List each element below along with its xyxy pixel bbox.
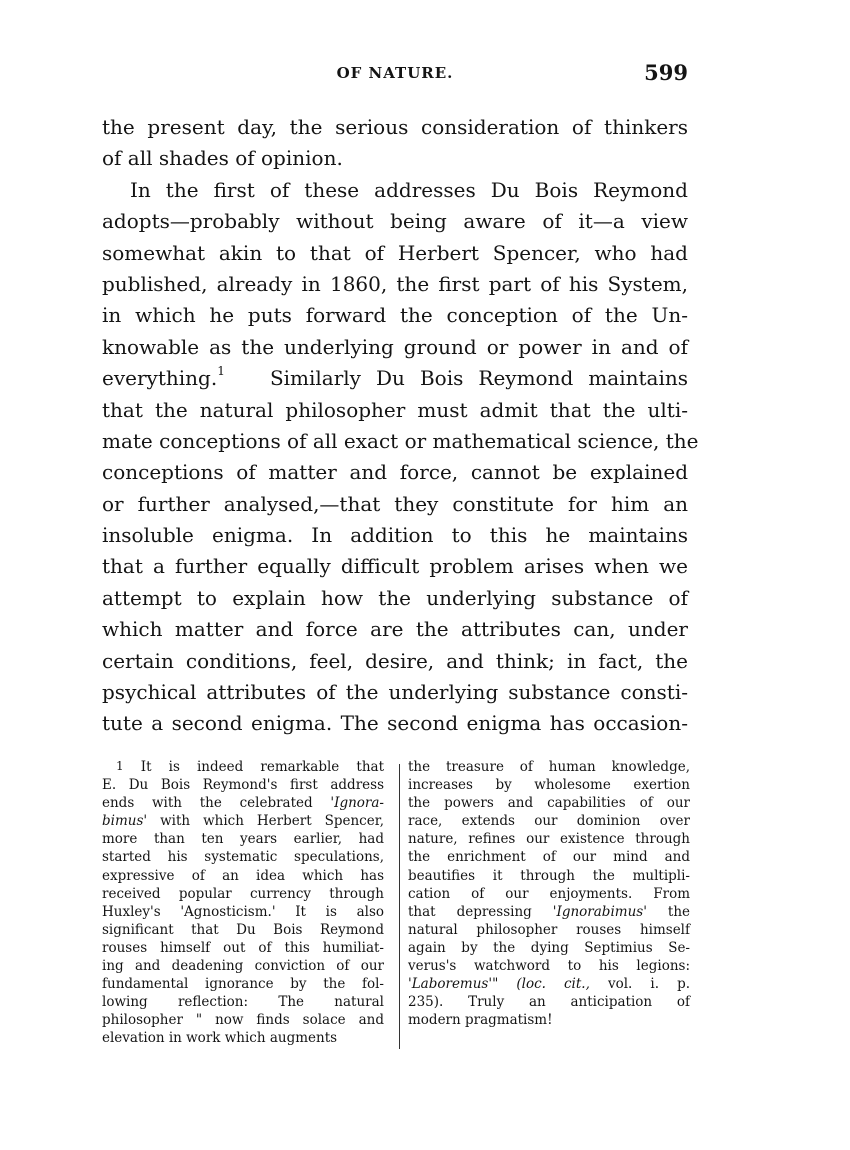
footnote-text: the — [667, 903, 690, 920]
footnote-line: cation of our enjoyments. From — [408, 885, 690, 902]
footnote-line: again by the dying Septimius Se- — [408, 939, 690, 956]
footnote-right-column — [408, 758, 690, 1029]
text-line: tute a second enigma. The second enigma has occasion- — [102, 711, 688, 736]
text-line: that a further equally difficult problem arises when we — [102, 554, 688, 579]
footnote-line: elevation in work which augments — [102, 1030, 338, 1047]
footnote-line: the treasure of human knowledge, — [408, 759, 690, 775]
footnote-line: Huxley's 'Agnosticism.' It is also — [102, 903, 384, 920]
footnote-text: with which Herbert Spencer, — [160, 813, 384, 830]
text-line: knowable as the underlying ground or power in and of — [102, 334, 688, 359]
footnote-line — [408, 975, 690, 993]
footnote-line: the enrichment of our mind and — [408, 849, 690, 866]
footnote-line: 235). Truly an anticipation of — [408, 994, 690, 1011]
footnote-reference: 1 — [217, 364, 225, 379]
text-line: or further analysed,—that they constitute for him an — [102, 491, 688, 516]
line-rest: Similarly Du Bois Reymond maintains — [269, 366, 688, 391]
footnote-line — [102, 794, 384, 812]
footnote-line: started his systematic speculations, — [102, 849, 384, 866]
footnote-line: race, extends our dominion over — [408, 813, 690, 830]
text-line — [102, 363, 688, 394]
column-divider — [399, 764, 400, 1049]
page-number: 599 — [644, 60, 688, 85]
footnote-left-column — [102, 758, 384, 1048]
footnote-text: It is indeed remarkable that — [140, 759, 385, 775]
footnote-text: ends with the celebrated — [102, 795, 313, 812]
page-header — [102, 60, 688, 88]
footnote-line: E. Du Bois Reymond's first address — [102, 777, 384, 794]
footnote-line: the powers and capabilities of our — [408, 795, 690, 812]
text-line: certain conditions, feel, desire, and think; in fact, the — [102, 648, 688, 673]
footnote-line: modern pragmatism! — [408, 1012, 553, 1029]
footnote-line: verus's watchword to his legions: — [408, 958, 690, 975]
text-line: which matter and force are the attributes can, under — [102, 617, 688, 642]
footnote-line: received popular currency through — [102, 885, 384, 902]
text-line: the present day, the serious consideration of thinkers — [102, 115, 688, 139]
footnote-marker: 1 — [116, 759, 124, 773]
text-line: conceptions of matter and force, cannot be explained — [102, 460, 688, 485]
text-line: somewhat akin to that of Herbert Spencer, who had — [102, 240, 688, 265]
footnote-line: increases by wholesome exertion — [408, 777, 690, 794]
footnote-line: fundamental ignorance by the fol- — [102, 976, 384, 993]
footnote-line: significant that Du Bois Reymond — [102, 921, 384, 938]
footnote-line: natural philosopher rouses himself — [408, 921, 690, 938]
footnote-text: vol. i. p. — [607, 976, 691, 993]
footnote-line: beautifies it through the multipli- — [408, 867, 690, 884]
text-line: published, already in 1860, the first part of his System, — [102, 271, 688, 296]
footnote-italic: bimus' — [102, 813, 148, 830]
footnote-line: philosopher " now finds solace and — [102, 1012, 384, 1029]
footnote-line: rouses himself out of this humiliat- — [102, 939, 384, 956]
footnote-line — [102, 812, 384, 830]
running-title: OF NATURE. — [336, 64, 454, 82]
text-line: in which he puts forward the conception of the Un- — [102, 303, 688, 328]
text-line: mate conceptions of all exact or mathematical science, the — [102, 428, 699, 453]
footnote-line: more than ten years earlier, had — [102, 831, 384, 848]
footnote-italic: 'Ignorabimus' — [552, 903, 647, 920]
text-line: insoluble enigma. In addition to this he maintains — [102, 523, 688, 548]
footnote-line — [408, 903, 690, 921]
text-line: attempt to explain how the underlying substance of — [102, 585, 688, 610]
text-line: of all shades of opinion. — [102, 146, 343, 171]
footnote-italic: (loc. cit., — [516, 976, 590, 993]
text-line: In the first of these addresses Du Bois Reymond — [130, 177, 688, 202]
text-line: that the natural philosopher must admit that the ulti- — [102, 397, 688, 422]
footnote-line: nature, refines our existence through — [408, 831, 690, 848]
footnote-line: lowing reflection: The natural — [102, 994, 384, 1011]
text-line: adopts—probably without being aware of it—a view — [102, 209, 688, 234]
footnote — [102, 758, 691, 1058]
footnote-line: ing and deadening conviction of our — [102, 958, 384, 975]
footnote-text: that depressing — [408, 903, 532, 920]
footnote-italic: 'Laboremus'" — [408, 976, 499, 993]
footnote-italic: 'Ignora- — [330, 795, 384, 812]
footnote-line — [102, 758, 384, 776]
main-text — [102, 112, 699, 740]
line-start: everything. — [102, 366, 218, 391]
footnote-line: expressive of an idea which has — [102, 867, 384, 884]
text-line: psychical attributes of the underlying substance consti- — [102, 680, 688, 705]
